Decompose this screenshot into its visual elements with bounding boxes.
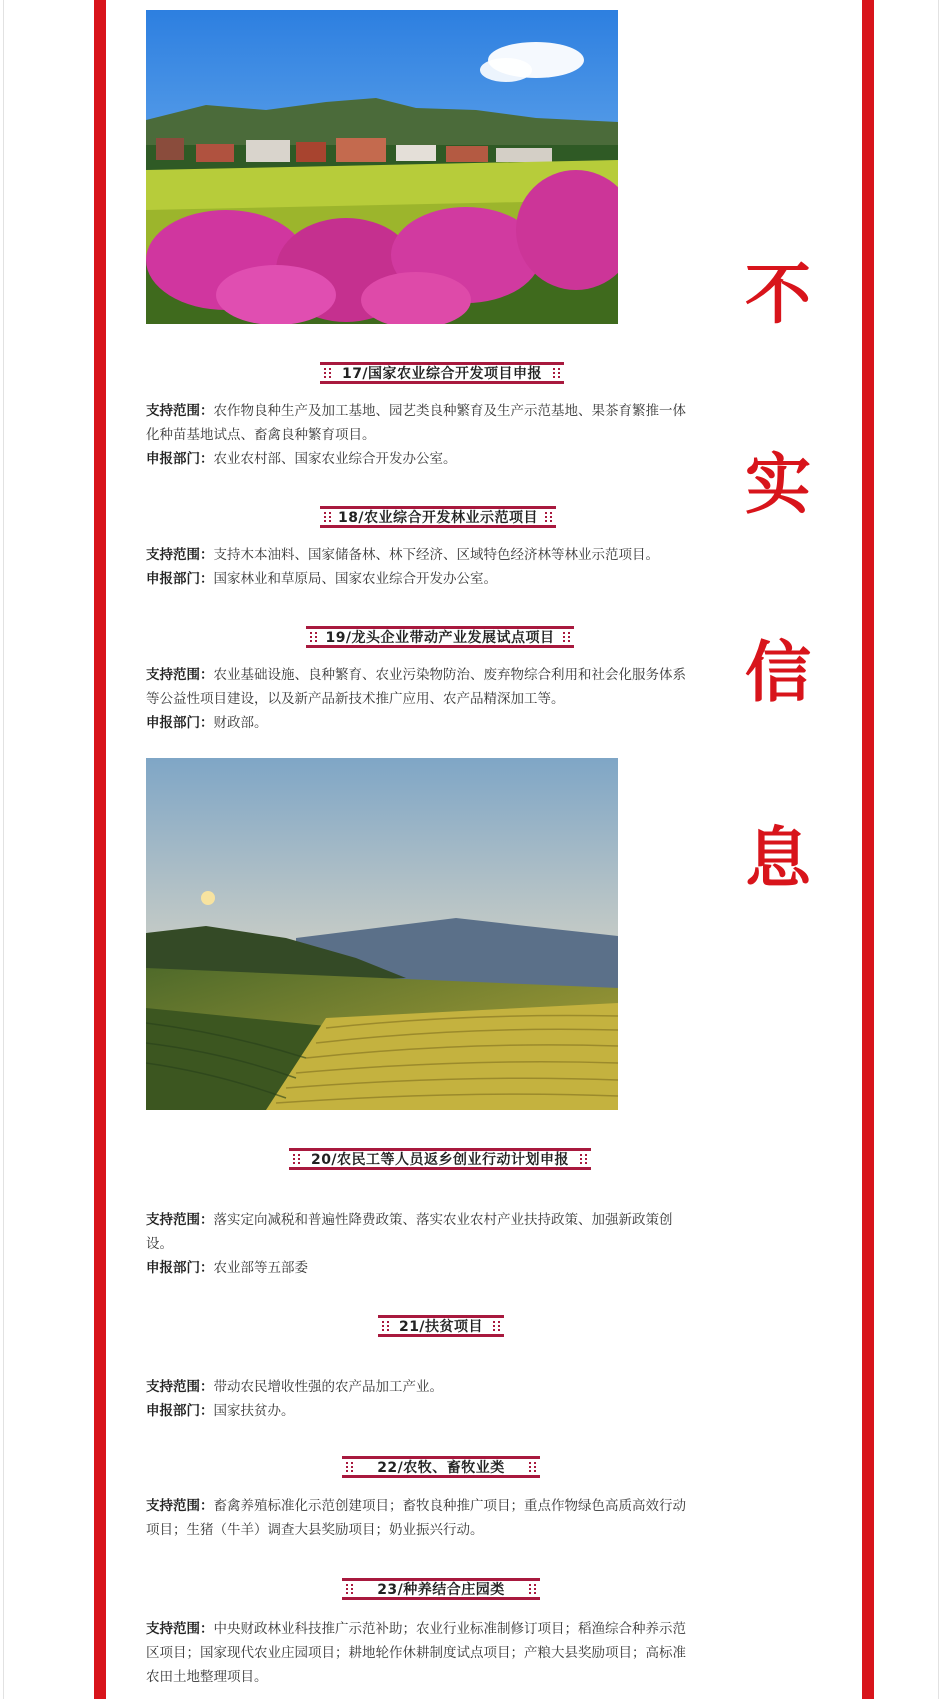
scope-label: 支持范围： <box>146 1621 214 1637</box>
section-23-heading <box>342 1578 540 1600</box>
side-char-4: 息 <box>745 820 811 897</box>
section-21-heading <box>378 1315 504 1337</box>
section-21-body <box>146 1375 736 1423</box>
left-page-edge <box>3 0 4 1699</box>
village-flowers-photo <box>146 10 618 324</box>
section-20-dept <box>146 1256 736 1280</box>
section-23-title: 23/种养结合庄园类 <box>377 1582 505 1598</box>
dept-value: 财政部。 <box>213 715 268 731</box>
section-22-scope <box>146 1494 736 1518</box>
dept-label: 申报部门： <box>146 1260 214 1276</box>
section-22-heading <box>342 1456 540 1478</box>
section-20-body <box>146 1208 736 1280</box>
dept-value: 国家扶贫办。 <box>213 1403 295 1419</box>
section-20-heading <box>289 1148 591 1170</box>
section-19-scope <box>146 663 736 687</box>
side-char-2: 实 <box>745 446 811 523</box>
scope-label: 支持范围： <box>146 547 214 563</box>
section-20-title: 20/农民工等人员返乡创业行动计划申报 <box>310 1152 570 1168</box>
section-23-body <box>146 1617 736 1689</box>
scope-label: 支持范围： <box>146 1379 214 1395</box>
scope-line: 农田土地整理项目。 <box>146 1669 268 1685</box>
scope-line: 农作物良种生产及加工基地、园艺类良种繁育及生产示范基地、果茶育繁推一体 <box>213 403 686 419</box>
scope-label: 支持范围： <box>146 1498 214 1514</box>
section-19-title: 19/龙头企业带动产业发展试点项目 <box>325 630 555 646</box>
scope-line: 区项目；国家现代农业庄园项目；耕地轮作休耕制度试点项目；产粮大县奖励项目；高标准 <box>146 1645 686 1661</box>
scope-line: 中央财政林业科技推广示范补助；农业行业标准制修订项目；稻渔综合种养示范 <box>213 1621 686 1637</box>
terrace-sunset-photo <box>146 758 618 1110</box>
dept-label: 申报部门： <box>146 715 214 731</box>
section-18-dept <box>146 567 736 591</box>
section-17-heading <box>320 362 564 384</box>
scope-line: 等公益性项目建设，以及新产品新技术推广应用、农产品精深加工等。 <box>146 691 565 707</box>
dept-value: 农业部等五部委 <box>213 1260 308 1276</box>
section-19-dept <box>146 711 736 735</box>
right-red-border <box>862 0 874 1699</box>
dept-value: 农业农村部、国家农业综合开发办公室。 <box>213 451 457 467</box>
dept-label: 申报部门： <box>146 1403 214 1419</box>
dept-value: 国家林业和草原局、国家农业综合开发办公室。 <box>213 571 497 587</box>
section-17-scope <box>146 399 736 423</box>
section-22-title: 22/农牧、畜牧业类 <box>377 1460 505 1476</box>
section-20-scope <box>146 1208 736 1232</box>
right-page-edge <box>938 0 939 1699</box>
side-char-3: 信 <box>745 634 811 711</box>
scope-line: 支持木本油料、国家储备林、林下经济、区域特色经济林等林业示范项目。 <box>213 547 659 563</box>
section-19-heading <box>306 626 574 648</box>
section-17-title: 17/国家农业综合开发项目申报 <box>341 366 543 382</box>
section-17-dept <box>146 447 736 471</box>
scope-label: 支持范围： <box>146 667 214 683</box>
scope-label: 支持范围： <box>146 403 214 419</box>
section-23-scope <box>146 1617 736 1641</box>
scope-line: 畜禽养殖标准化示范创建项目；畜牧良种推广项目；重点作物绿色高质高效行动 <box>213 1498 686 1514</box>
scope-label: 支持范围： <box>146 1212 214 1228</box>
scope-line: 设。 <box>146 1236 173 1252</box>
left-red-border <box>94 0 106 1699</box>
section-21-scope <box>146 1375 736 1399</box>
section-18-title: 18/农业综合开发林业示范项目 <box>337 510 539 526</box>
section-17-body <box>146 399 736 471</box>
section-21-title: 21/扶贫项目 <box>398 1319 484 1335</box>
section-18-scope <box>146 543 736 567</box>
scope-line: 带动农民增收性强的农产品加工产业。 <box>213 1379 443 1395</box>
section-18-body <box>146 543 736 591</box>
dept-label: 申报部门： <box>146 451 214 467</box>
section-19-body <box>146 663 736 735</box>
section-18-heading <box>320 506 556 528</box>
section-22-body <box>146 1494 736 1542</box>
scope-line: 落实定向减税和普遍性降费政策、落实农业农村产业扶持政策、加强新政策创 <box>213 1212 673 1228</box>
scope-line: 化种苗基地试点、畜禽良种繁育项目。 <box>146 427 376 443</box>
section-21-dept <box>146 1399 736 1423</box>
dept-label: 申报部门： <box>146 571 214 587</box>
scope-line: 项目；生猪（牛羊）调查大县奖励项目；奶业振兴行动。 <box>146 1522 484 1538</box>
scope-line: 农业基础设施、良种繁育、农业污染物防治、废弃物综合利用和社会化服务体系 <box>213 667 686 683</box>
side-char-1: 不 <box>745 256 811 333</box>
